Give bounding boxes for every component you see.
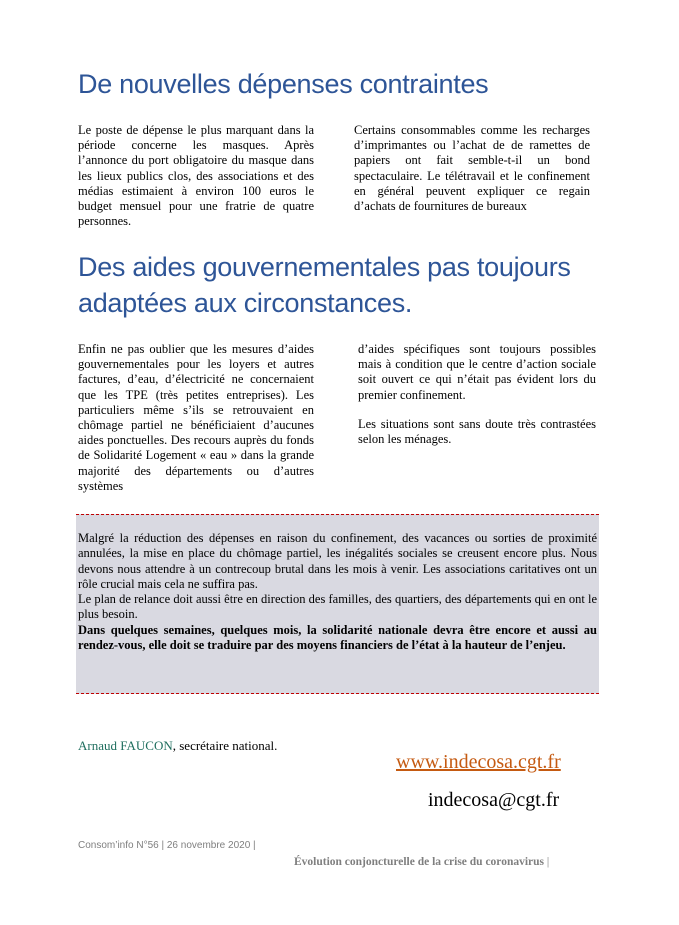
section-title-aides-line2: adaptées aux circonstances. bbox=[78, 288, 413, 318]
section2-right-column bbox=[358, 342, 596, 447]
signature-role: , secrétaire national. bbox=[172, 738, 278, 753]
conclusion-paragraph-2: Le plan de relance doit aussi être en direction des familles, des quartiers, des départements qui en ont le plus besoin. bbox=[78, 592, 597, 622]
conclusion-box bbox=[76, 514, 599, 694]
conclusion-paragraph-bold: Dans quelques semaines, quelques mois, la solidarité nationale devra être encore et aussi au rendez-vous, elle doit se traduire par des moyens financiers de l’état à la hauteur de l’enjeu. bbox=[78, 622, 597, 653]
website-link[interactable]: www.indecosa.cgt.fr bbox=[396, 751, 561, 773]
section-title-aides bbox=[78, 249, 571, 321]
footer-document-title bbox=[294, 856, 549, 868]
conclusion-paragraph-1: Malgré la réduction des dépenses en raison du confinement, des vacances ou sorties de proximité annulées, la mise en place du chômage partiel, les inégalités sociales se creusent encore plus. Nous devons nous attendre à un contrecoup brutal dans les mois à venir. Les associations caritatives ont un rôle crucial mais cela ne suffira pas. bbox=[78, 531, 597, 591]
section1-right-column bbox=[354, 123, 590, 214]
section-title-depenses: De nouvelles dépenses contraintes bbox=[78, 69, 489, 99]
section2-right-paragraph-1: d’aides spécifiques sont toujours possibles mais à condition que le centre d’action sociale soit ouvert ce qui n’était pas évident lors du premier confinement. bbox=[358, 342, 596, 402]
section2-right-paragraph-2: Les situations sont sans doute très contrastées selon les ménages. bbox=[358, 416, 596, 447]
email-address: indecosa@cgt.fr bbox=[428, 789, 560, 811]
footer-issue-info: Consom’info N°56 | 26 novembre 2020 | bbox=[78, 840, 256, 851]
section-title-aides-line1: Des aides gouvernementales pas toujours bbox=[78, 252, 571, 282]
section2-left-column bbox=[78, 342, 314, 494]
section2-left-paragraph: Enfin ne pas oublier que les mesures d’aides gouvernementales pour les loyers et autres factures, d’eau, d’électricité ne concernaient que les TPE (très petites entreprises). Les particuliers même s’ils se retrouvaient en chômage partiel ne bénéficiaient d’aucunes aides ponctuelles. Des recours auprès du fonds de Solidarité Logement « eau » dans la grande majorité des départements ou d’autres systèmes bbox=[78, 342, 314, 493]
footer-separator: | bbox=[544, 856, 550, 868]
signature bbox=[78, 738, 277, 754]
section1-left-column bbox=[78, 123, 314, 229]
signature-name: Arnaud FAUCON bbox=[78, 738, 173, 753]
section1-left-paragraph: Le poste de dépense le plus marquant dans la période concerne les masques. Après l’annonce du port obligatoire du masque dans les lieux publics clos, des associations et des médias estimaient à environ 100 euros le budget mensuel pour une fratrie de quatre personnes. bbox=[78, 123, 314, 229]
footer-title-text: Évolution conjoncturelle de la crise du coronavirus bbox=[294, 856, 545, 868]
section1-right-paragraph: Certains consommables comme les recharges d’imprimantes ou l’achat de de ramettes de papiers ont fait semble-t-il un bond spectaculaire. Le télétravail et le confinement en général peuvent expliquer ce regain d’achats de fournitures de bureaux bbox=[354, 123, 590, 214]
